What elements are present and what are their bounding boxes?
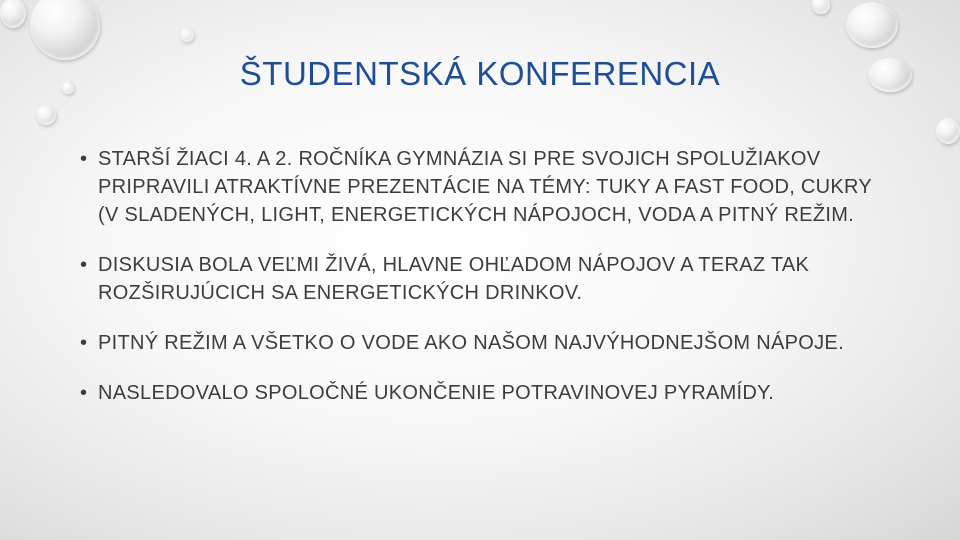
bullet-marker: • <box>80 332 88 354</box>
bullet-item <box>80 329 880 357</box>
bullet-text: STARŠÍ ŽIACI 4. A 2. ROČNÍKA GYMNÁZIA SI PRE SVOJICH SPOLUŽIAKOV PRIPRAVILI ATRAKTÍVNE PREZENTÁCIE NA TÉMY: TUKY A FAST FOOD, CUKRY (V SLADENÝCH, LIGHT, ENERGETICKÝCH NÁPOJOCH, VODA A PITNÝ REŽIM. <box>98 148 872 226</box>
bullet-item <box>80 145 880 229</box>
bullet-item <box>80 251 880 307</box>
bullet-text: DISKUSIA BOLA VEĽMI ŽIVÁ, HLAVNE OHĽADOM NÁPOJOV A TERAZ TAK ROZŠIRUJÚCICH SA ENERGETICKÝCH DRINKOV. <box>98 254 810 304</box>
bullet-marker: • <box>80 254 88 276</box>
bullet-marker: • <box>80 148 88 170</box>
bullet-marker: • <box>80 382 88 404</box>
water-droplet-decoration <box>180 28 194 42</box>
water-droplet-decoration <box>936 118 960 144</box>
slide-title: ŠTUDENTSKÁ KONFERENCIA <box>239 55 721 92</box>
bullet-list <box>80 145 880 429</box>
water-droplet-decoration <box>846 2 898 48</box>
bullet-text: NASLEDOVALO SPOLOČNÉ UKONČENIE POTRAVINOVEJ PYRAMÍDY. <box>98 382 775 404</box>
water-droplet-decoration <box>36 105 56 125</box>
water-droplet-decoration <box>0 0 26 28</box>
bullet-item <box>80 379 880 407</box>
water-droplet-decoration <box>30 0 100 60</box>
water-droplet-decoration <box>812 0 830 14</box>
bullet-text: PITNÝ REŽIM A VŠETKO O VODE AKO NAŠOM NAJVÝHODNEJŠOM NÁPOJE. <box>98 332 844 354</box>
